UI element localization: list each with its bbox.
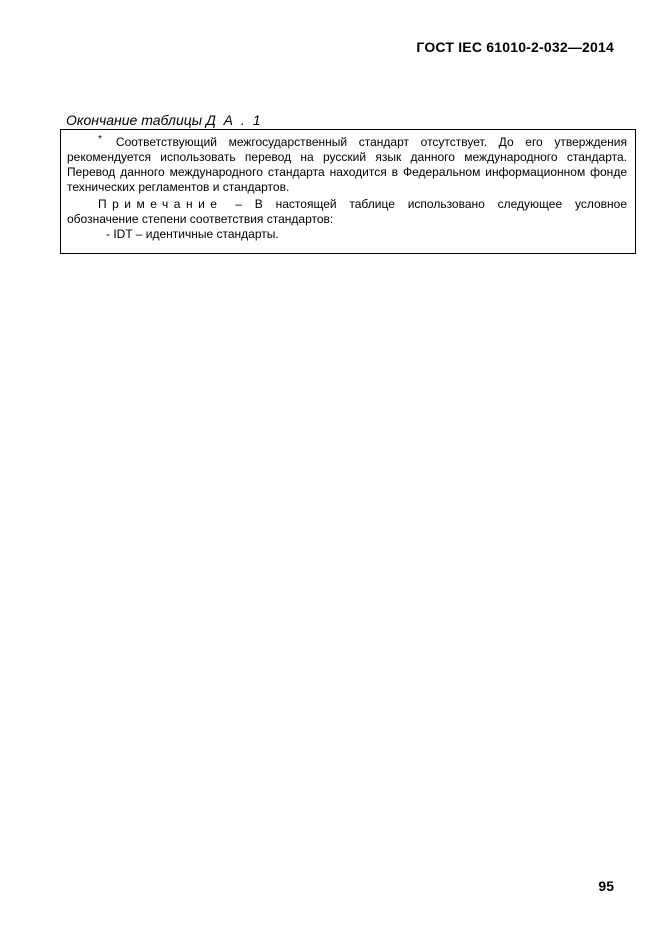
note-paragraph [67, 197, 627, 227]
footnote-paragraph [67, 132, 627, 195]
note-label: Примечание [98, 197, 223, 211]
page-number: 95 [598, 878, 614, 894]
list-item: - IDT – идентичные стандарты. [106, 227, 279, 241]
note-text: – В настоящей таблице использовано следующее условное обозначение степени соответствия стандартов: [67, 197, 627, 226]
footnote-text: Соответствующий межгосударственный стандарт отсутствует. До его утверждения рекомендуется использовать перевод на русский язык данного международного стандарта. Перевод данного международного стандарта находится в Федеральном информационном фонде технических регламентов и стандартов. [67, 135, 627, 194]
document-code-header: ГОСТ IEC 61010-2-032—2014 [416, 39, 614, 55]
table-caption-id: Д А . 1 [205, 112, 263, 128]
table-caption [66, 112, 262, 128]
footnote-asterisk: * [98, 134, 102, 145]
table-caption-prefix: Окончание таблицы [66, 112, 203, 128]
table-footnote-box [60, 129, 636, 254]
